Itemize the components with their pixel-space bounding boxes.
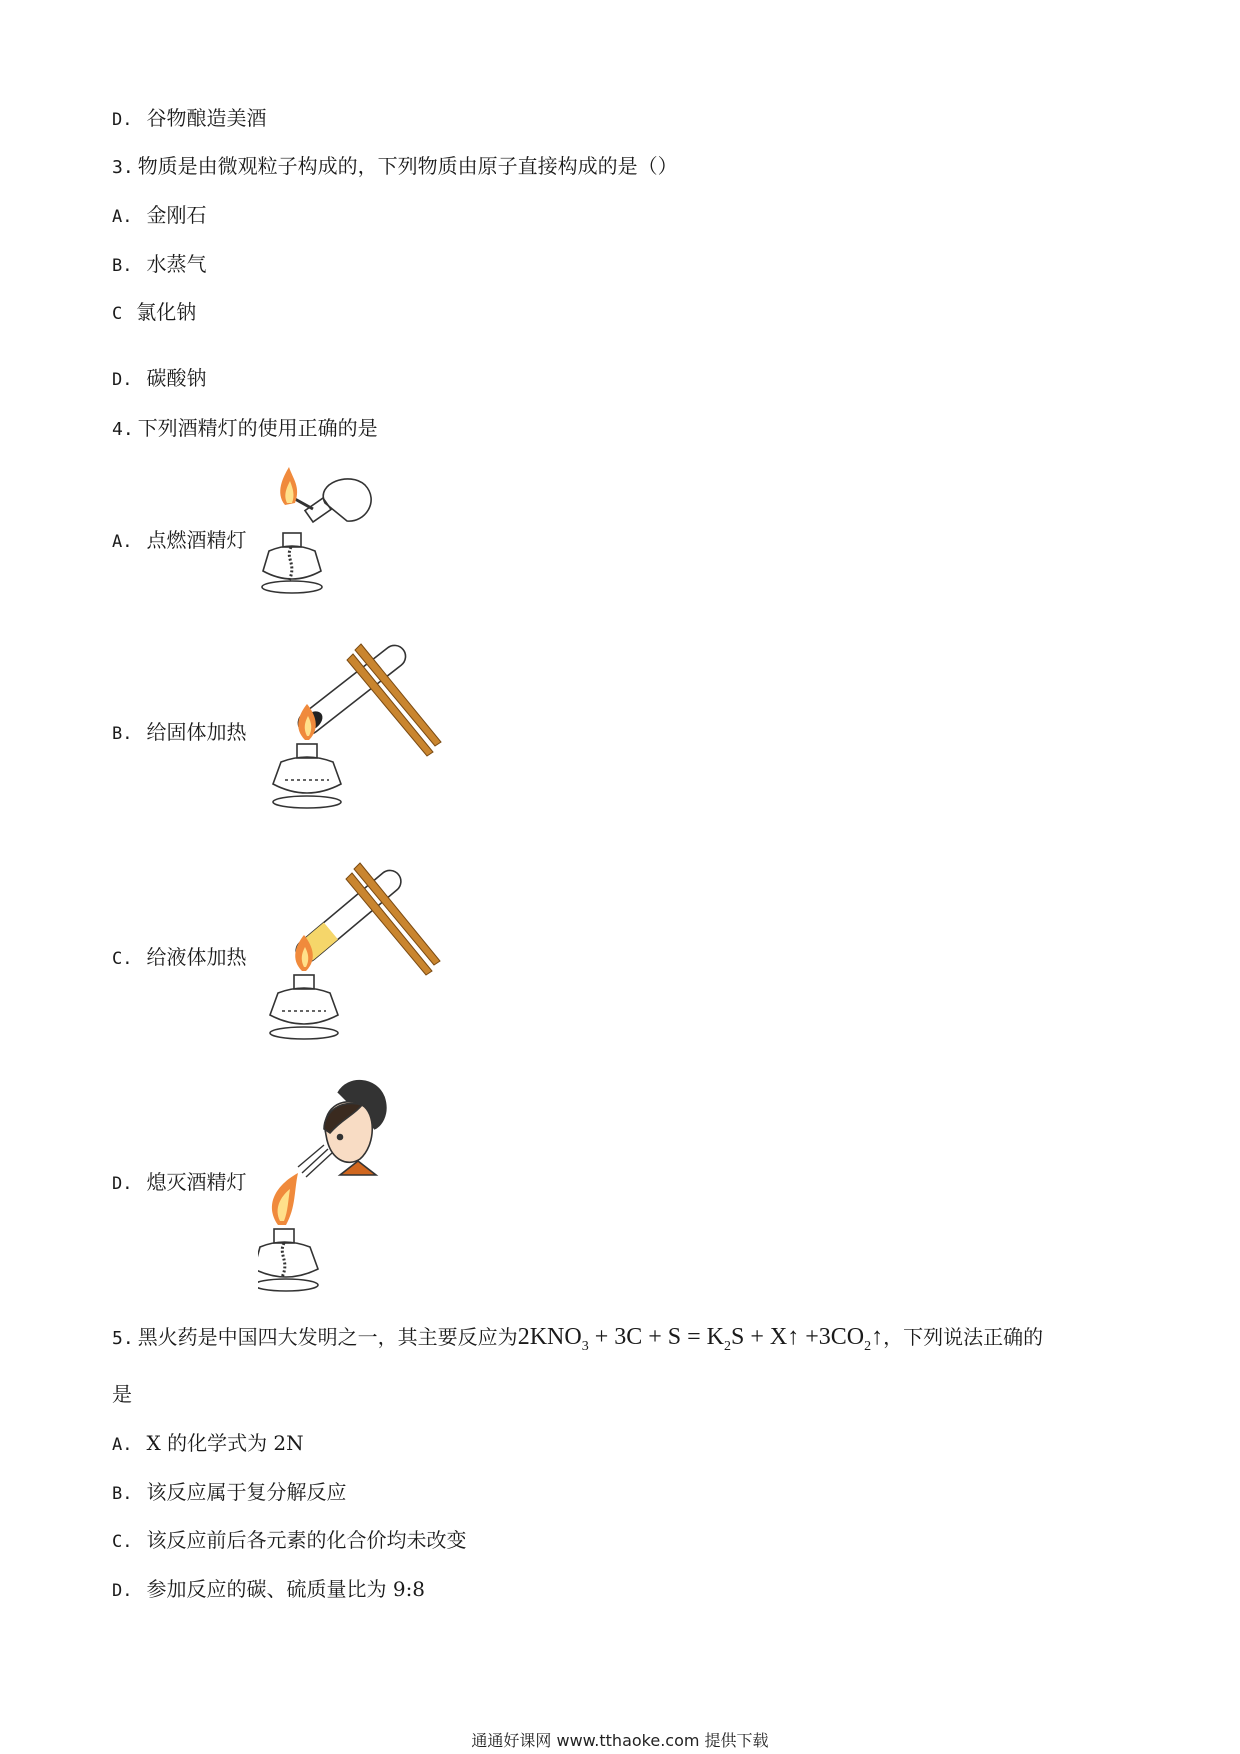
q5-option-c: C. 该反应前后各元素的化合价均未改变 — [112, 1528, 467, 1552]
q5-option-b: B. 该反应属于复分解反应 — [112, 1480, 347, 1504]
q4-option-a: A. 点燃酒精灯 — [112, 528, 247, 552]
q5-stem: 5. 黑火药是中国四大发明之一，其主要反应为$2KNO_3 + 3C + S = K_2S$ + X↑ $+3CO_2↑$，下列说法正确的 — [112, 1324, 1044, 1354]
footer-source: 通通好课网 www.tthaoke.com 提供下载 — [471, 1731, 769, 1750]
lighting-lamp-with-lamp-figure — [255, 463, 385, 603]
q4-option-c: C. 给液体加热 — [112, 945, 247, 969]
q3-option-d: D. 碳酸钠 — [112, 366, 207, 390]
q3-option-c: C 氯化钠 — [112, 300, 197, 324]
q5-option-a: A. X 的化学式为 2N — [112, 1431, 304, 1455]
q5-equation: $2KNO_3 + 3C + S = K_2S$ + X↑ $+3CO_2↑$ — [517, 1324, 884, 1354]
heating-liquid-figure — [260, 853, 450, 1043]
q3-option-a: A. 金刚石 — [112, 203, 207, 227]
heating-solid-figure — [265, 632, 455, 817]
q4-option-d: D. 熄灭酒精灯 — [112, 1170, 247, 1194]
q5-stem-continued: 是 — [112, 1382, 132, 1406]
q4-option-b: B. 给固体加热 — [112, 720, 247, 744]
q4-stem: 4. 下列酒精灯的使用正确的是 — [112, 416, 378, 440]
q5-option-d: D. 参加反应的碳、硫质量比为 9:8 — [112, 1577, 426, 1601]
q3-stem: 3. 物质是由微观粒子构成的，下列物质由原子直接构成的是（） — [112, 154, 678, 178]
q3-option-b: B. 水蒸气 — [112, 252, 207, 276]
blowing-out-lamp-figure — [258, 1075, 408, 1295]
q2-option-d: D. 谷物酿造美酒 — [112, 106, 267, 130]
